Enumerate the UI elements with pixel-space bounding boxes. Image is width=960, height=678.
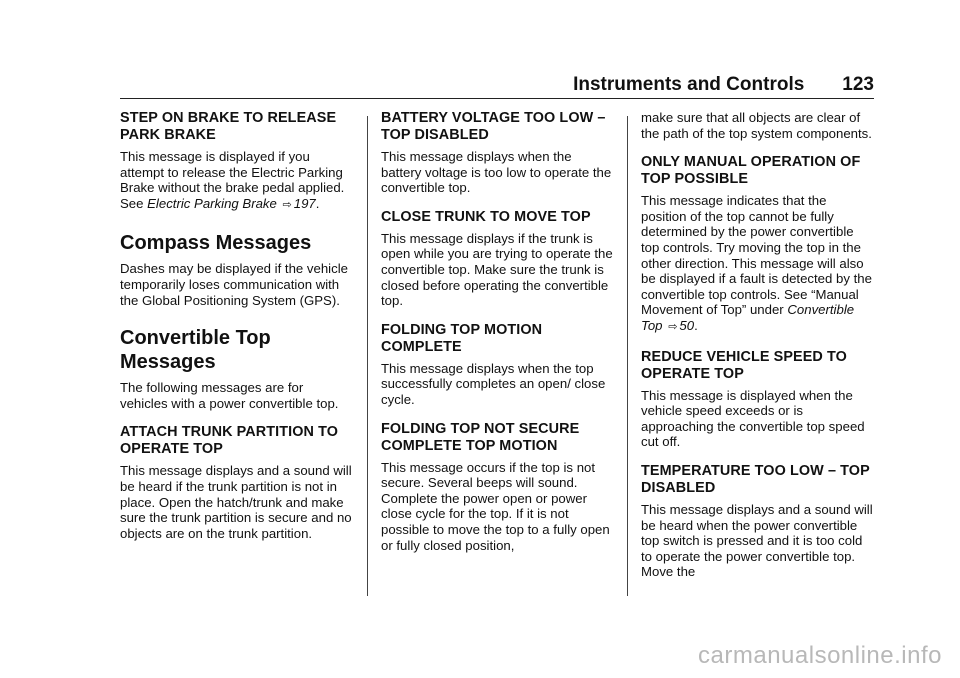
header-rule bbox=[120, 98, 874, 99]
watermark: carmanualsonline.info bbox=[698, 642, 942, 669]
column-2 bbox=[381, 110, 613, 566]
paragraph-close-trunk: This message displays if the trunk is open while you are trying to operate the convertible top. Make sure the trunk is closed before operating the convertible top. bbox=[381, 230, 613, 309]
paragraph-compass: Dashes may be displayed if the vehicle temporarily loses communication with the Global Positioning System (GPS). bbox=[120, 261, 348, 308]
electric-parking-brake-link[interactable]: Electric Parking Brake bbox=[147, 195, 277, 211]
heading-close-trunk: CLOSE TRUNK TO MOVE TOP bbox=[381, 208, 591, 225]
page-reference-arrow-icon: ⇨ bbox=[282, 198, 292, 211]
heading-folding-top-not-secure: FOLDING TOP NOT SECURE COMPLETE TOP MOTION bbox=[381, 420, 580, 454]
heading-reduce-vehicle-speed: REDUCE VEHICLE SPEED TO OPERATE TOP bbox=[641, 348, 847, 382]
heading-temperature-too-low: TEMPERATURE TOO LOW – TOP DISABLED bbox=[641, 462, 870, 496]
paragraph-manual: This message indicates that the position of the top cannot be fully determined by the power convertible top controls. Try moving the top in the other direction. This message will also be displayed if a fault is detected by the convertible top controls. See “Manual Movement of Top” under Convertible Top ⇨ 50. bbox=[641, 193, 872, 333]
paragraph-reduce-speed: This message is displayed when the vehicle speed exceeds or is approaching the convertible top speed cut off. bbox=[641, 387, 865, 450]
page-number: 123 bbox=[842, 74, 874, 95]
heading-folding-top-complete: FOLDING TOP MOTION COMPLETE bbox=[381, 321, 543, 355]
column-divider-1 bbox=[367, 116, 368, 596]
paragraph-not-secure: This message occurs if the top is not secure. Several beeps will sound. Complete the power open or power close cycle for the top. If it is not possible to move the top to a fully open or fully closed position, bbox=[381, 459, 610, 553]
paragraph-step-on-brake: This message is displayed if you attempt to release the Electric Parking Brake without the brake pedal applied. See Electric Parking Brake ⇨ 197. bbox=[120, 149, 345, 211]
page-ref-197[interactable]: 197 bbox=[293, 195, 316, 211]
page-ref-50[interactable]: 50 bbox=[679, 317, 695, 333]
column-divider-2 bbox=[627, 116, 628, 596]
column-3 bbox=[641, 110, 873, 593]
paragraph-convertible: The following messages are for vehicles with a power convertible top. bbox=[120, 380, 339, 411]
column-1 bbox=[120, 110, 352, 554]
step-text: This message is displayed if you attempt to release the Electric Parking Brake without the brake pedal applied. See bbox=[120, 149, 345, 211]
paragraph-battery: This message displays when the battery voltage is too low to operate the convertible top. bbox=[381, 149, 612, 196]
heading-battery-voltage: BATTERY VOLTAGE TOO LOW – TOP DISABLED bbox=[381, 110, 606, 143]
running-header bbox=[120, 74, 874, 96]
heading-step-on-brake: STEP ON BRAKE TO RELEASE PARK BRAKE bbox=[120, 110, 337, 143]
paragraph-temperature: This message displays and a sound will be heard when the power convertible top switch is pressed and it is too cold to operate the power convertible top. Move the bbox=[641, 501, 873, 580]
paragraph-attach-trunk: This message displays and a sound will be heard if the trunk partition is not in place. Open the hatch/trunk and make sure the trunk partition is secure and no objects are on the trunk partition. bbox=[120, 463, 352, 541]
convertible-top-link[interactable]: Convertible Top bbox=[641, 302, 855, 333]
section-title: Instruments and Controls bbox=[573, 74, 805, 95]
page-reference-arrow-icon: ⇨ bbox=[668, 320, 678, 333]
manual-text: This message indicates that the position of the top cannot be fully determined by the power convertible top controls. Try moving the top in the other direction. This message will also be displayed if a fault is detected by the convertible top controls. See “Manual Movement of Top” under bbox=[641, 193, 872, 318]
paragraph-continuation: make sure that all objects are clear of the path of the top system components. bbox=[641, 110, 872, 141]
heading-compass-messages: Compass Messages bbox=[120, 232, 312, 255]
heading-only-manual-operation: ONLY MANUAL OPERATION OF TOP POSSIBLE bbox=[641, 154, 861, 188]
paragraph-folding-top: This message displays when the top successfully completes an open/ close cycle. bbox=[381, 360, 606, 407]
heading-convertible-top-messages: Convertible Top Messages bbox=[120, 327, 271, 374]
heading-attach-trunk-partition: ATTACH TRUNK PARTITION TO OPERATE TOP bbox=[120, 424, 339, 458]
